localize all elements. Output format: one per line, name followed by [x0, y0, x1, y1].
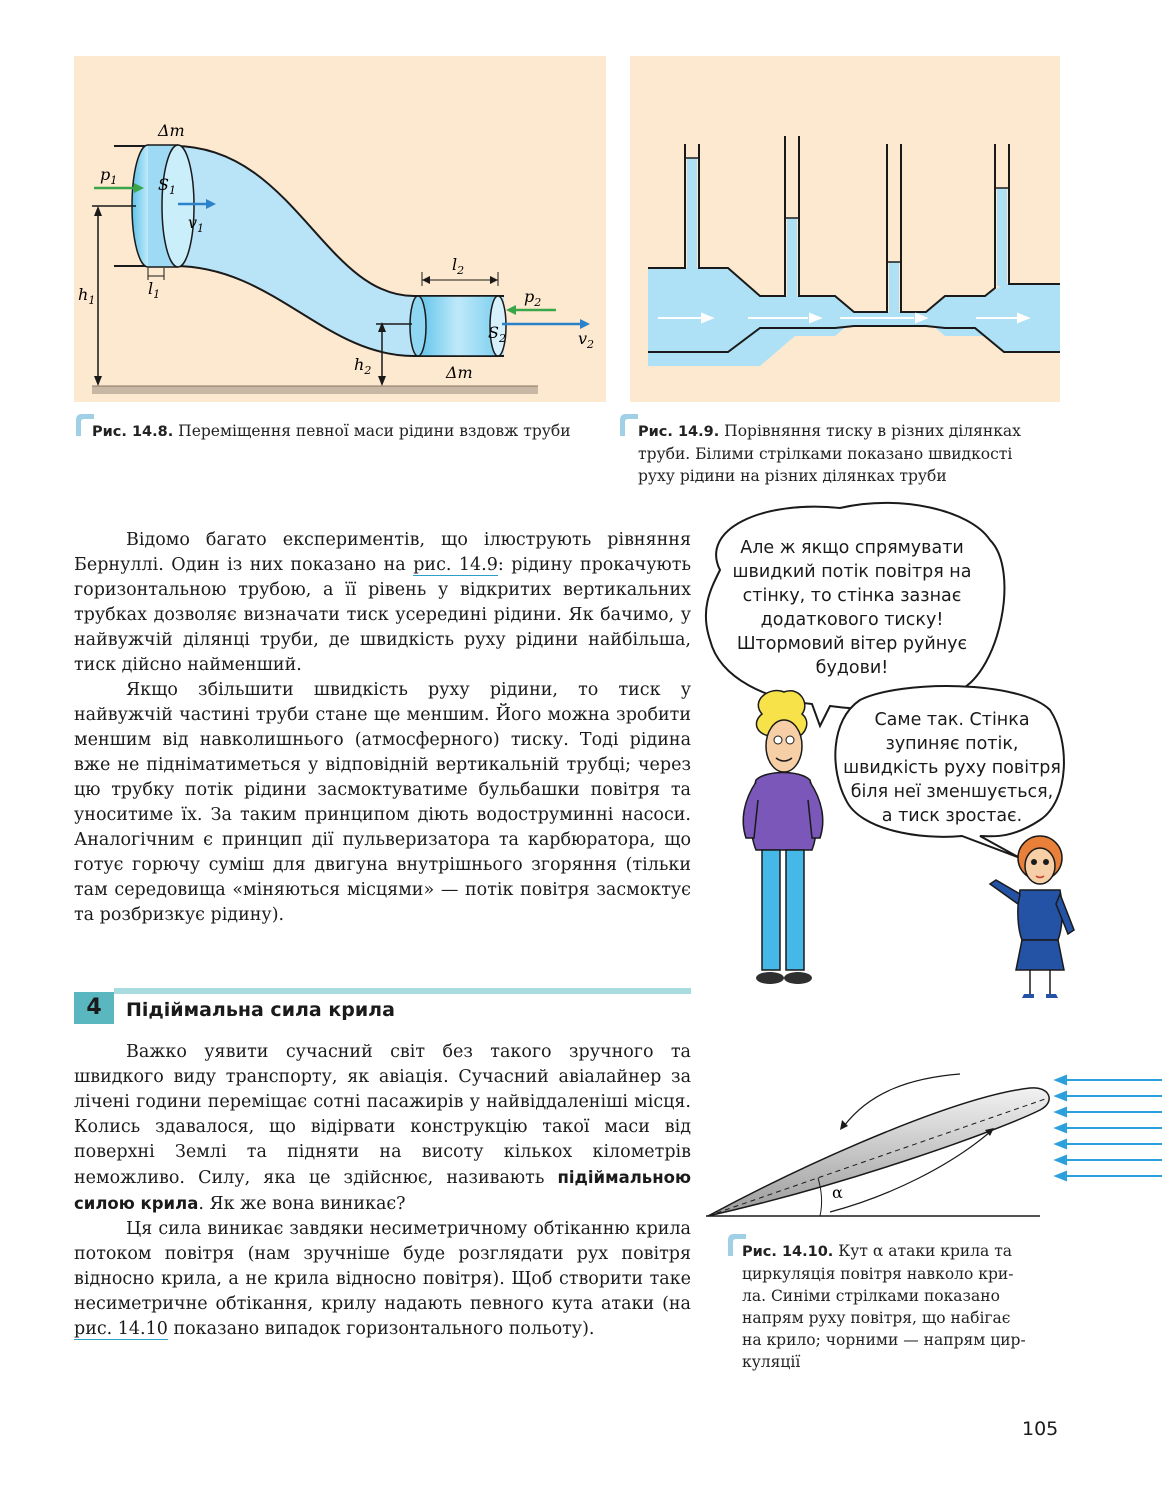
- svg-text:l1: $l_1$: [148, 279, 161, 301]
- label-v2: v: [578, 329, 588, 348]
- svg-text:l2: $l_2$: [452, 255, 465, 277]
- svg-text:h2: $h_2$: [354, 355, 372, 377]
- svg-text:v2: $v_2$: [578, 329, 595, 351]
- svg-text:h1: $h_1$: [78, 285, 96, 307]
- svg-text:S2: $S_2$: [488, 323, 506, 345]
- label-v1: v: [188, 213, 198, 232]
- section-number: 4: [74, 992, 114, 1024]
- paragraph: Важко уявити сучасний світ без такого зручного та швидкого виду транспорту, як авіація. Сучасний авіалайнер за лічені години переміщає сотні пасажирів у найвіддаленіші місця. Колись здавалося, що відірвати конструкцію такої маси від поверхні Землі та підняти на висоту кількох кілометрів неможливо. Силу, яка це здійснює, називають підіймальною силою крила. Як же вона виникає?: [74, 1042, 691, 1214]
- wing-shape: [708, 1088, 1049, 1216]
- label-p1: p: [100, 165, 111, 184]
- boy-character: [743, 691, 823, 984]
- svg-text:p1: $p_1$: [100, 165, 118, 187]
- girl-character: [990, 836, 1074, 998]
- caption-mark-icon: [620, 414, 638, 436]
- figure-14-8: [74, 56, 606, 402]
- page-number: 105: [1022, 1418, 1059, 1440]
- label-h1: h: [78, 285, 89, 304]
- body-text-top: [74, 528, 691, 928]
- figure-link-14-10[interactable]: рис. 14.10: [74, 1319, 168, 1339]
- label-l1: l: [148, 279, 154, 298]
- body-text-bottom: [74, 1040, 691, 1342]
- venturi-diagram: [630, 56, 1060, 402]
- airflow-arrows: [1056, 1076, 1162, 1180]
- label-dm-top: Δm: [158, 121, 185, 140]
- label-S1: S: [158, 175, 169, 194]
- caption-14-9: Рис. 14.9. Порівняння тиску в різних ділянках труби. Білими стрілками показано швидкості руху рідини на різних ділянках труби: [638, 422, 1021, 485]
- svg-text:p2: $p_2$: [524, 287, 542, 309]
- label-S2: S: [488, 323, 499, 342]
- label-dm-bottom: Δm: [446, 363, 473, 382]
- section-title: Підіймальна сила крила: [126, 999, 395, 1021]
- label-l2: l: [452, 255, 458, 274]
- section-heading: [74, 988, 691, 1024]
- label-p2: p: [524, 287, 535, 306]
- paragraph: Відомо багато експериментів, що ілюструють рівняння Бернуллі. Один із них показано на рис. 14.9: рідину прокачують горизонтальною трубою, а її рівень у відкритих вертикальних трубках дозволяє визначати тиск усередині рідини. Як бачимо, у найвужчій ділянці труби, де швидкість руху рідини найбільша, тиск дійсно найменший.: [74, 530, 691, 675]
- boy-speech-text: Але ж якщо спрямувати швидкий потік повітря на стінку, то стінка зазнає додаткового тиску! Штормовий вітер руйнує будови!: [732, 538, 972, 678]
- paragraph: Якщо збільшити швидкість руху рідини, то тиск у найвужчій частині труби стане ще меншим. Його можна зробити меншим від навколишнього (атмосферного) тиску. Тоді рідина вже не підніматиметься у відповідній вертикальній трубці; через цю трубку потік рідини засмоктуватиме бульбашки повітря та уноситиме їх. За таким принципом діють водоструминні насоси. Аналогічним є принцип дії пульверизатора та карбюратора, що готує горючу суміш для двигуна внутрішнього згоряння (тільки там середовища «міняються місцями» — потік повітря засмоктує та розбризкує рідину).: [74, 680, 691, 925]
- label-h2: h: [354, 355, 365, 374]
- pipe-diagram: [74, 56, 606, 402]
- figure-14-10: [700, 1066, 1162, 1226]
- alpha-label: α: [832, 1183, 843, 1202]
- caption-14-10: Рис. 14.10. Кут α атаки крила та циркуляція повітря навколо кри- ла. Синіми стрілками показано напрям руху повітря, що набігає на крило; чорними — напрям цир- куляції: [742, 1242, 1026, 1371]
- figure-link-14-9[interactable]: рис. 14.9: [413, 555, 498, 575]
- figure-14-9: [630, 56, 1060, 402]
- caption-14-8: Рис. 14.8. Переміщення певної маси рідини вздовж труби: [92, 422, 571, 440]
- paragraph: Ця сила виникає завдяки несиметричному обтіканню крила потоком повітря (нам зручніше буде розглядати рух повітря відносно крила, а не крила відносно повітря). Щоб створити таке несиметричне обтікання, крилу надають певного кута атаки (на рис. 14.10 показано випадок горизонтального польоту).: [74, 1219, 691, 1339]
- girl-speech-text: Саме так. Стінка зупиняє потік, швидкість руху повітря біля неї зменшується, а тиск зростає.: [843, 710, 1061, 826]
- section-bar: [114, 988, 691, 994]
- svg-text:v1: $v_1$: [188, 213, 205, 235]
- svg-text:S1: $S_1$: [158, 175, 176, 197]
